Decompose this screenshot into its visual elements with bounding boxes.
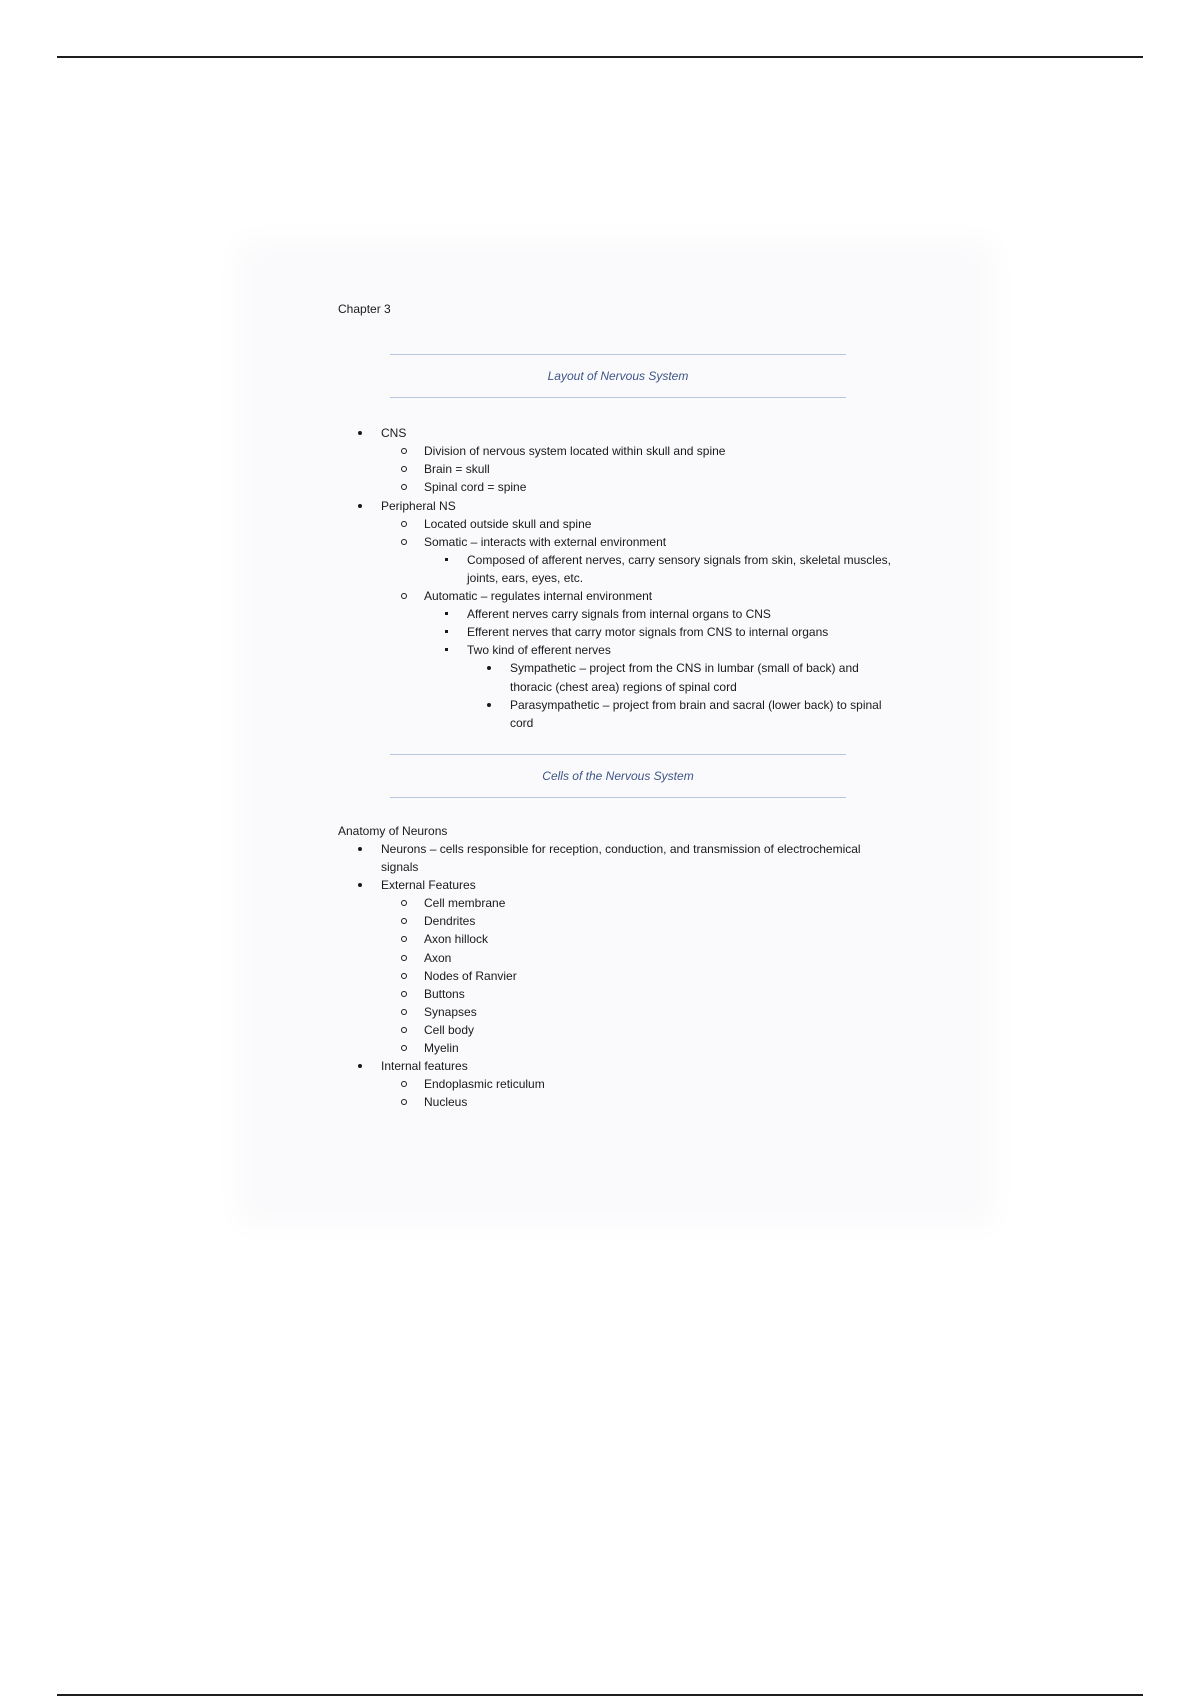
list-item-cns: CNS Division of nervous system located within skull and spine Brain = skull Spinal cord = spine xyxy=(338,424,898,496)
list-item: Located outside skull and spine xyxy=(424,516,592,531)
list-item: Axon xyxy=(424,950,452,965)
list-item: Afferent nerves carry signals from internal organs to CNS xyxy=(467,607,771,622)
list-item: Division of nervous system located within skull and spine xyxy=(424,444,726,459)
list-item: Endoplasmic reticulum xyxy=(424,1077,545,1092)
list-item: Cell body xyxy=(424,1022,475,1037)
list-item: Composed of afferent nerves, carry sensory signals from skin, skeletal muscles, joints, ears, eyes, etc. xyxy=(467,552,891,585)
list-item: Synapses xyxy=(424,1004,477,1019)
section-title: Anatomy of Neurons xyxy=(338,823,448,838)
list-item: Two kind of efferent nerves Sympathetic – project from the CNS in lumbar (small of back) and thoracic (chest area) regions of spinal cord Parasympathetic – project from brain and sacral (lower back) to spinal cord xyxy=(424,641,898,731)
list-item-peripheral-ns: Peripheral NS Located outside skull and spine Somatic – interacts with external environment Composed of afferent nerves, carry sensory signals from skin, skeletal muscles, joints, ears, eyes, etc. Automatic – regulates internal environment Afferent nerves carry signals from internal organs to CNS Efferent nerves that carry motor signals from CNS to internal organs Two kind of efferent nerves Sympathetic – project from the CNS in lumbar (small of back) and thoracic (chest area) regions of spinal cord Parasympathetic – project from brain and sacral (lower back) to spinal cord xyxy=(338,497,898,732)
list-item: Parasympathetic – project from brain and sacral (lower back) to spinal cord xyxy=(510,697,882,730)
list-item: Nodes of Ranvier xyxy=(424,968,517,983)
list-item: Axon hillock xyxy=(424,932,489,947)
list-item-external-features: External Features Cell membrane Dendrites Axon hillock Axon Nodes of Ranvier Buttons Synapses Cell body Myelin xyxy=(338,876,898,1057)
section-heading-cells: Cells of the Nervous System xyxy=(390,754,846,798)
list-item-internal-features: Internal features Endoplasmic reticulum Nucleus xyxy=(338,1057,898,1111)
list-item: Myelin xyxy=(424,1041,459,1055)
section-heading-layout: Layout of Nervous System xyxy=(390,354,846,398)
list-item: Dendrites xyxy=(424,914,476,929)
list-item: Efferent nerves that carry motor signals from CNS to internal organs xyxy=(467,625,829,640)
document-content xyxy=(338,300,898,1111)
layout-list xyxy=(338,424,898,732)
neurons-list xyxy=(338,840,898,1111)
list-item: Spinal cord = spine xyxy=(424,480,527,495)
list-item: Cell membrane xyxy=(424,896,506,911)
chapter-label: Chapter 3 xyxy=(338,302,391,316)
list-item-automatic: Automatic – regulates internal environment Afferent nerves carry signals from internal organs to CNS Efferent nerves that carry motor signals from CNS to internal organs Two kind of efferent nerves Sympathetic – project from the CNS in lumbar (small of back) and thoracic (chest area) regions of spinal cord Parasympathetic – project from brain and sacral (lower back) to spinal cord xyxy=(381,587,898,732)
list-item: Sympathetic – project from the CNS in lumbar (small of back) and thoracic (chest area) regions of spinal cord xyxy=(510,661,859,694)
list-item: Nucleus xyxy=(424,1095,468,1110)
list-item: Brain = skull xyxy=(424,462,490,477)
list-item-neurons: Neurons – cells responsible for reception, conduction, and transmission of electrochemical signals xyxy=(381,841,861,875)
list-item: Buttons xyxy=(424,986,465,1001)
list-item-somatic: Somatic – interacts with external environment Composed of afferent nerves, carry sensory signals from skin, skeletal muscles, joints, ears, eyes, etc. xyxy=(381,533,898,587)
top-rule xyxy=(57,56,1143,58)
bottom-rule xyxy=(57,1694,1143,1696)
